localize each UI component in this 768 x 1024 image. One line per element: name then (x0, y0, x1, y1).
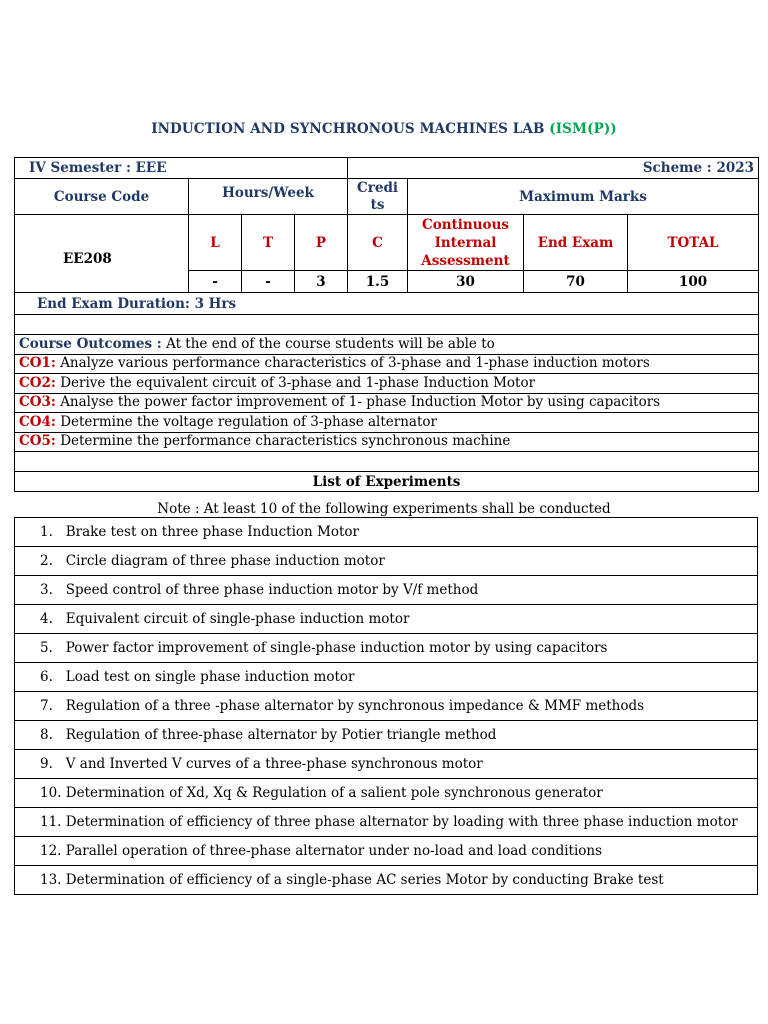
outcome-row (15, 354, 759, 374)
outcome-code: CO3: (19, 394, 56, 411)
course-table (14, 157, 759, 492)
outcome-row (15, 374, 759, 394)
experiments-table (14, 517, 758, 895)
experiment-item: 3. Speed control of three phase induction motor by V/f method (15, 576, 758, 605)
outcome-text: Determine the voltage regulation of 3-phase alternator (60, 413, 437, 430)
scheme-label: Scheme : 2023 (348, 158, 759, 179)
experiment-item: 9. V and Inverted V curves of a three-phase synchronous motor (15, 750, 758, 779)
col-P: P (295, 215, 348, 271)
col-C: C (348, 215, 408, 271)
blank-row (15, 315, 759, 335)
val-L: - (189, 271, 242, 293)
experiment-item: 12. Parallel operation of three-phase alternator under no-load and load conditions (15, 837, 758, 866)
col-end-exam: End Exam (524, 215, 628, 271)
experiment-item: 4. Equivalent circuit of single-phase induction motor (15, 605, 758, 634)
experiment-item: 5. Power factor improvement of single-phase induction motor by using capacitors (15, 634, 758, 663)
outcome-text: Analyze various performance characteristics of 3-phase and 1-phase induction motors (60, 355, 650, 372)
course-code-value: EE208 (15, 215, 189, 293)
experiment-item: 13. Determination of efficiency of a single-phase AC series Motor by conducting Brake test (15, 866, 758, 895)
outcome-row (15, 432, 759, 452)
experiment-item: 11. Determination of efficiency of three phase alternator by loading with three phase induction motor (15, 808, 758, 837)
experiment-item: 6. Load test on single phase induction motor (15, 663, 758, 692)
experiments-heading: List of Experiments (15, 472, 759, 492)
outcome-row (15, 393, 759, 413)
val-P: 3 (295, 271, 348, 293)
outcome-text: Analyse the power factor improvement of 1- phase Induction Motor by using capacitors (60, 394, 661, 411)
col-T: T (242, 215, 295, 271)
max-marks-header: Maximum Marks (408, 179, 759, 215)
val-T: - (242, 271, 295, 293)
course-outcomes-intro (15, 335, 759, 355)
semester-label: IV Semester : EEE (15, 158, 348, 179)
col-total: TOTAL (628, 215, 759, 271)
outcome-text: Determine the performance characteristics synchronous machine (60, 433, 511, 450)
title-main: INDUCTION AND SYNCHRONOUS MACHINES LAB (151, 121, 545, 137)
course-outcomes-text: At the end of the course students will be able to (166, 335, 495, 352)
experiment-item: 2. Circle diagram of three phase induction motor (15, 547, 758, 576)
title-tag: (ISM(P)) (549, 121, 617, 137)
hours-week-header: Hours/Week (189, 179, 348, 215)
outcome-code: CO1: (19, 355, 56, 372)
outcome-code: CO5: (19, 433, 56, 450)
outcome-code: CO4: (19, 413, 56, 430)
col-L: L (189, 215, 242, 271)
blank-row (15, 452, 759, 472)
val-C: 1.5 (348, 271, 408, 293)
page-title (0, 121, 768, 137)
experiment-item: 1. Brake test on three phase Induction Motor (15, 518, 758, 547)
experiment-item: 8. Regulation of three-phase alternator by Potier triangle method (15, 721, 758, 750)
experiment-item: 10. Determination of Xd, Xq & Regulation of a salient pole synchronous generator (15, 779, 758, 808)
experiments-note: Note : At least 10 of the following experiments shall be conducted (0, 501, 768, 516)
experiment-item: 7. Regulation of a three -phase alternator by synchronous impedance & MMF methods (15, 692, 758, 721)
col-cia: Continuous Internal Assessment (408, 215, 524, 271)
outcome-row (15, 413, 759, 433)
val-end-exam: 70 (524, 271, 628, 293)
outcome-code: CO2: (19, 374, 56, 391)
val-total: 100 (628, 271, 759, 293)
course-outcomes-label: Course Outcomes : (19, 335, 162, 352)
outcome-text: Derive the equivalent circuit of 3-phase and 1-phase Induction Motor (60, 374, 536, 391)
val-cia: 30 (408, 271, 524, 293)
exam-duration: End Exam Duration: 3 Hrs (15, 293, 759, 315)
course-code-header: Course Code (15, 179, 189, 215)
credits-header: Credits (348, 179, 408, 215)
